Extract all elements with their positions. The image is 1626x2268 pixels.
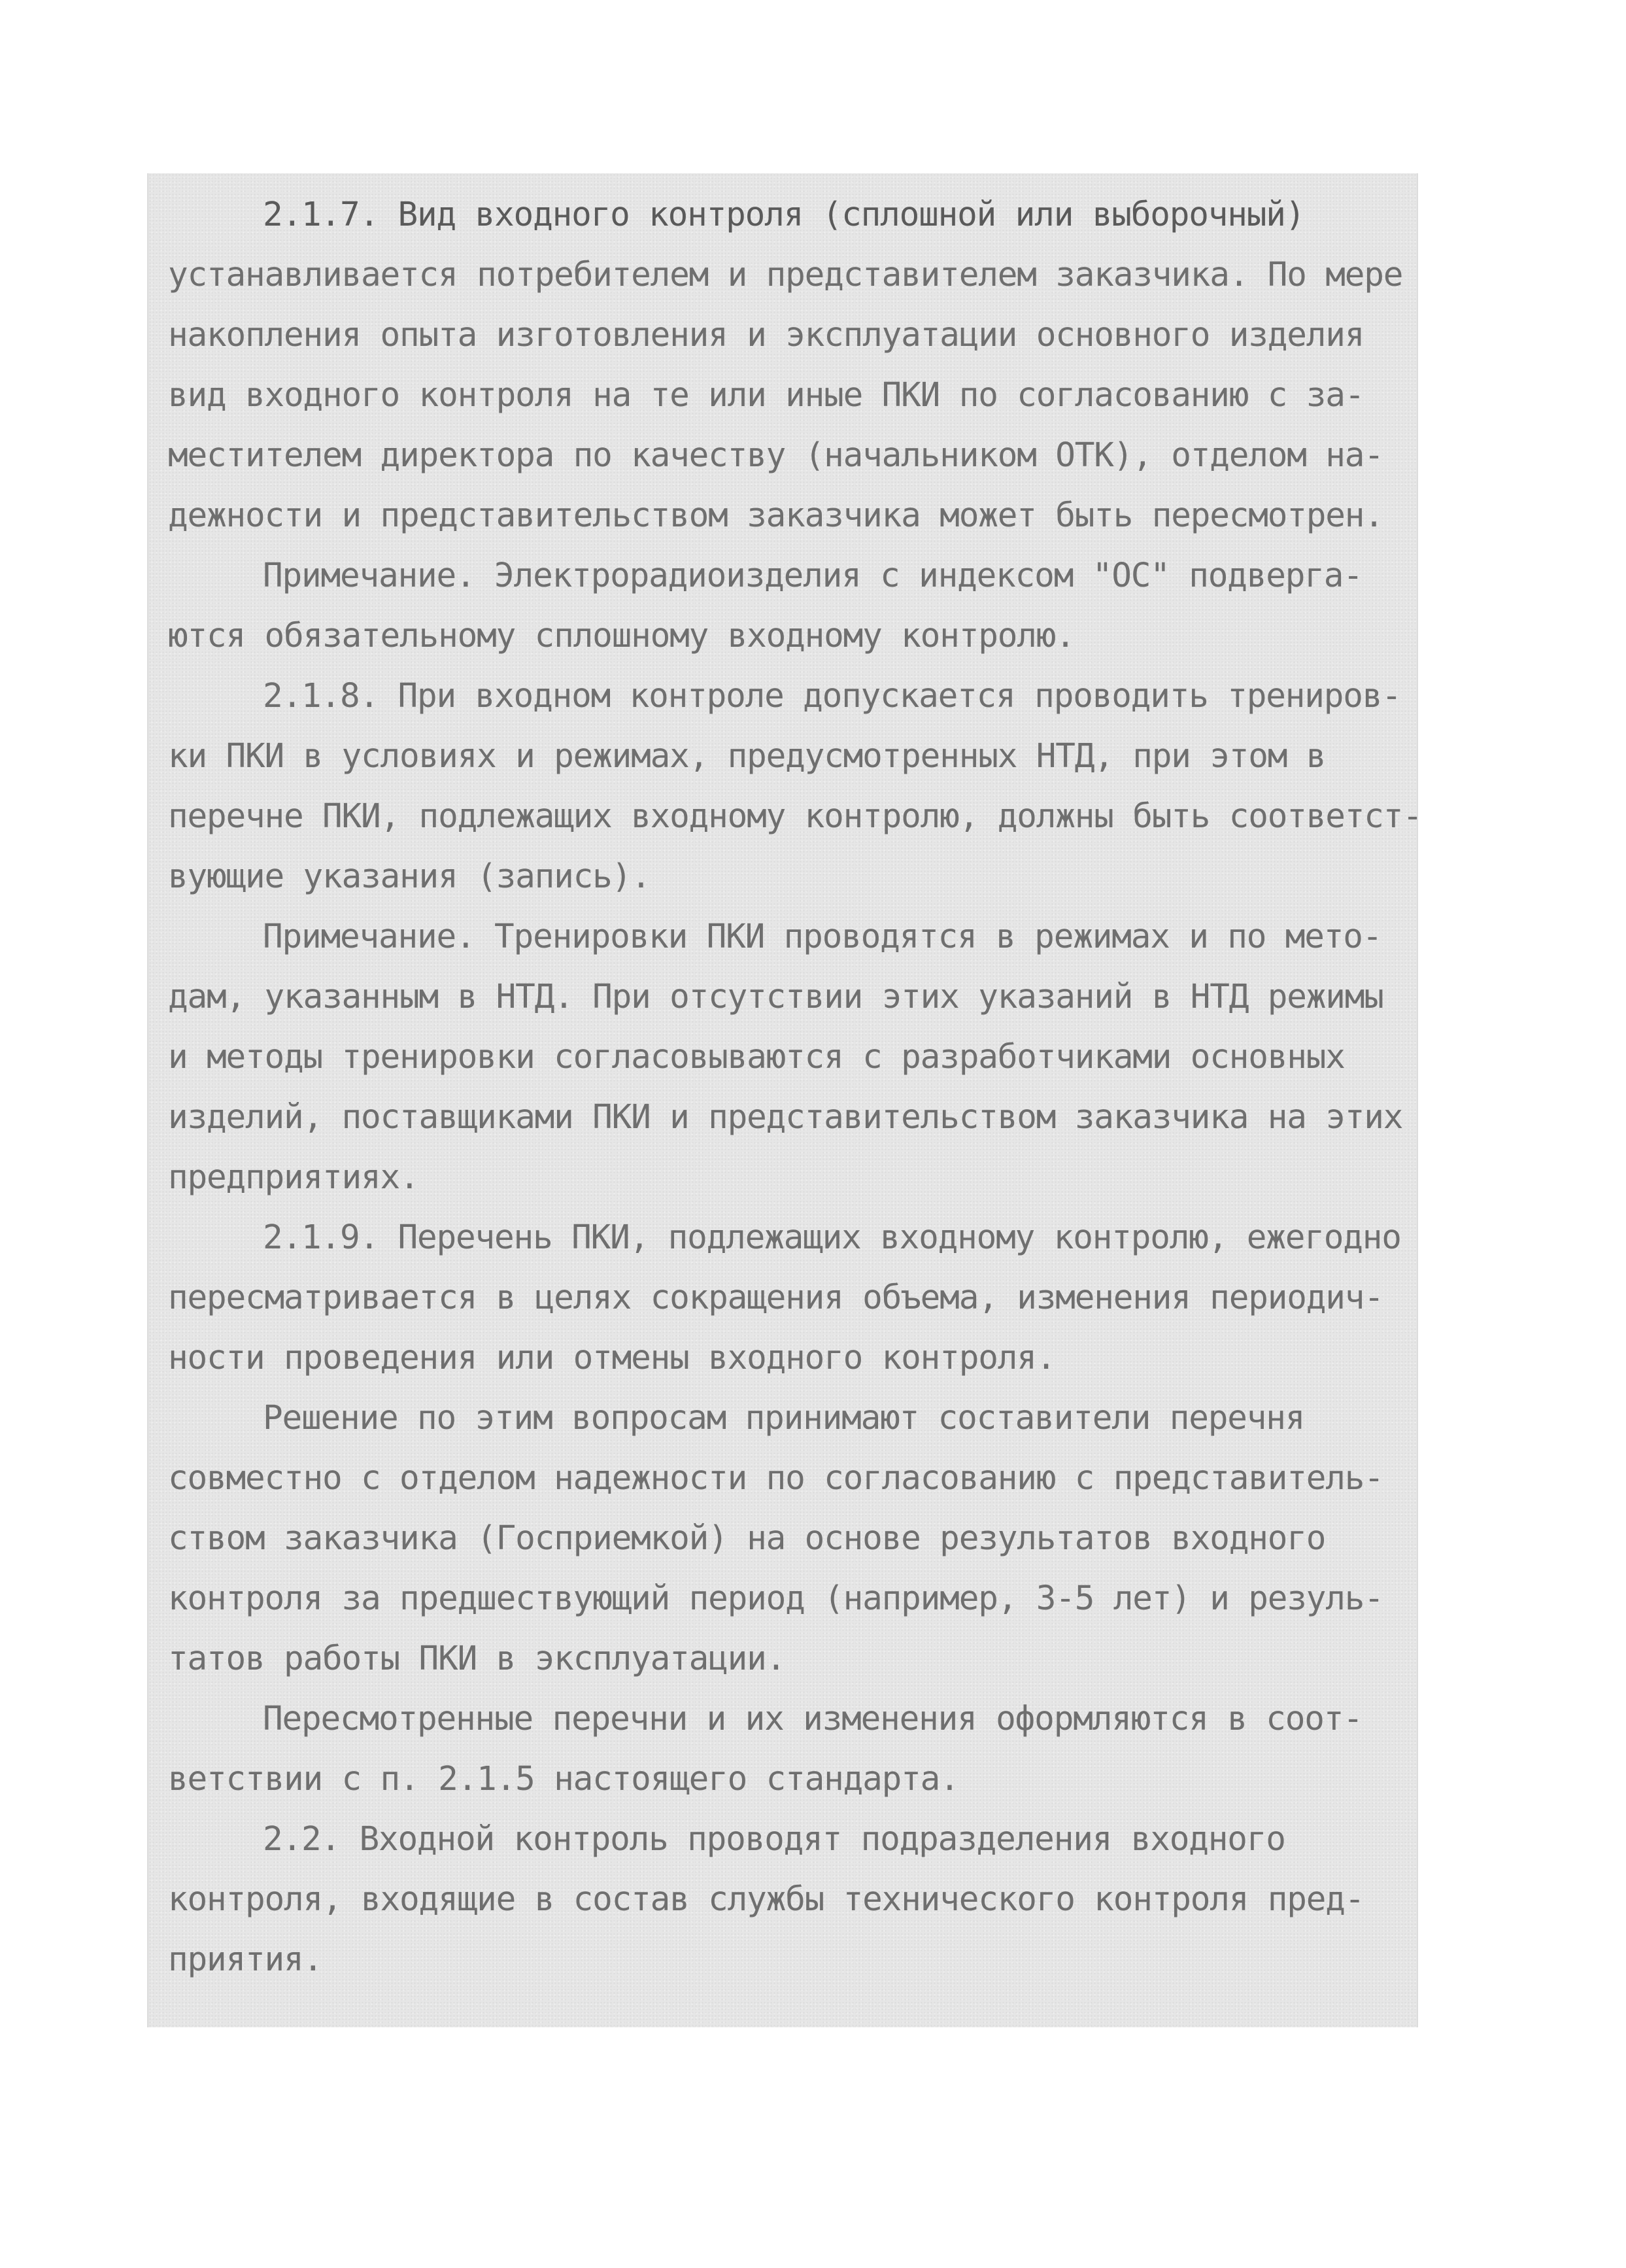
text-line: контроля, входящие в состав службы технического контроля пред- — [168, 1880, 1364, 1919]
text-line: 2.2. Входной контроль проводят подразделения входного — [263, 1820, 1285, 1859]
text-line: приятия. — [168, 1940, 323, 1979]
paragraph-2-1-8 — [168, 666, 1422, 907]
text-line: 2.1.8. При входном контроле допускается проводить трениров- — [263, 677, 1401, 715]
text-line: Решение по этим вопросам принимают составители перечня — [263, 1399, 1305, 1437]
text-line: контроля за предшествующий период (например, 3-5 лет) и резуль- — [168, 1579, 1383, 1618]
text-line: ветствии с п. 2.1.5 настоящего стандарта. — [168, 1760, 959, 1798]
paragraph-decision — [168, 1388, 1404, 1689]
paragraph-revised — [168, 1689, 1404, 1810]
text-line: дежности и представительством заказчика может быть пересмотрен. — [168, 496, 1383, 535]
note-2 — [168, 907, 1404, 1208]
document-text — [168, 185, 1422, 1990]
text-line: предприятиях. — [168, 1158, 419, 1197]
text-line: вид входного контроля на те или иные ПКИ по согласованию с за- — [168, 376, 1364, 415]
text-line: дам, указанным в НТД. При отсутствии этих указаний в НТД режимы — [168, 978, 1383, 1016]
text-line: 2.1.9. Перечень ПКИ, подлежащих входному контролю, ежегодно — [263, 1218, 1401, 1257]
text-line: устанавливается потребителем и представителем заказчика. По мере — [168, 256, 1403, 294]
paragraph-2-2 — [168, 1810, 1404, 1990]
text-line: Примечание. Электрорадиоизделия с индексом "ОС" подверга- — [263, 557, 1363, 595]
text-line: и методы тренировки согласовываются с разработчиками основных — [168, 1038, 1345, 1076]
text-line: Примечание. Тренировки ПКИ проводятся в режимах и по мето- — [263, 918, 1382, 956]
text-line: совместно с отделом надежности по согласованию с представитель- — [168, 1459, 1383, 1498]
text-line: ности проведения или отмены входного контроля. — [168, 1339, 1056, 1377]
text-line: вующие указания (запись). — [168, 857, 651, 896]
text-line: перечне ПКИ, подлежащих входному контролю, должны быть соответст- — [168, 797, 1422, 836]
text-line: ются обязательному сплошному входному контролю. — [168, 617, 1075, 655]
text-line: пересматривается в целях сокращения объема, изменения периодич- — [168, 1279, 1383, 1317]
paragraph-2-1-9 — [168, 1208, 1404, 1388]
text-line: татов работы ПКИ в эксплуатации. — [168, 1640, 786, 1678]
text-line: ки ПКИ в условиях и режимах, предусмотренных НТД, при этом в — [168, 737, 1326, 776]
paragraph-2-1-7 — [168, 185, 1404, 546]
scanned-sheet — [147, 173, 1422, 2027]
text-line: накопления опыта изготовления и эксплуатации основного изделия — [168, 316, 1364, 354]
text-line: Пересмотренные перечни и их изменения оформляются в соот- — [263, 1700, 1363, 1738]
text-line: 2.1.7. Вид входного контроля (сплошной или выборочный) — [263, 196, 1305, 234]
note-1 — [168, 546, 1404, 666]
text-line: ством заказчика (Госприемкой) на основе результатов входного — [168, 1519, 1326, 1558]
text-line: изделий, поставщиками ПКИ и представительством заказчика на этих — [168, 1098, 1403, 1137]
text-line: местителем директора по качеству (начальником ОТК), отделом на- — [168, 436, 1383, 475]
